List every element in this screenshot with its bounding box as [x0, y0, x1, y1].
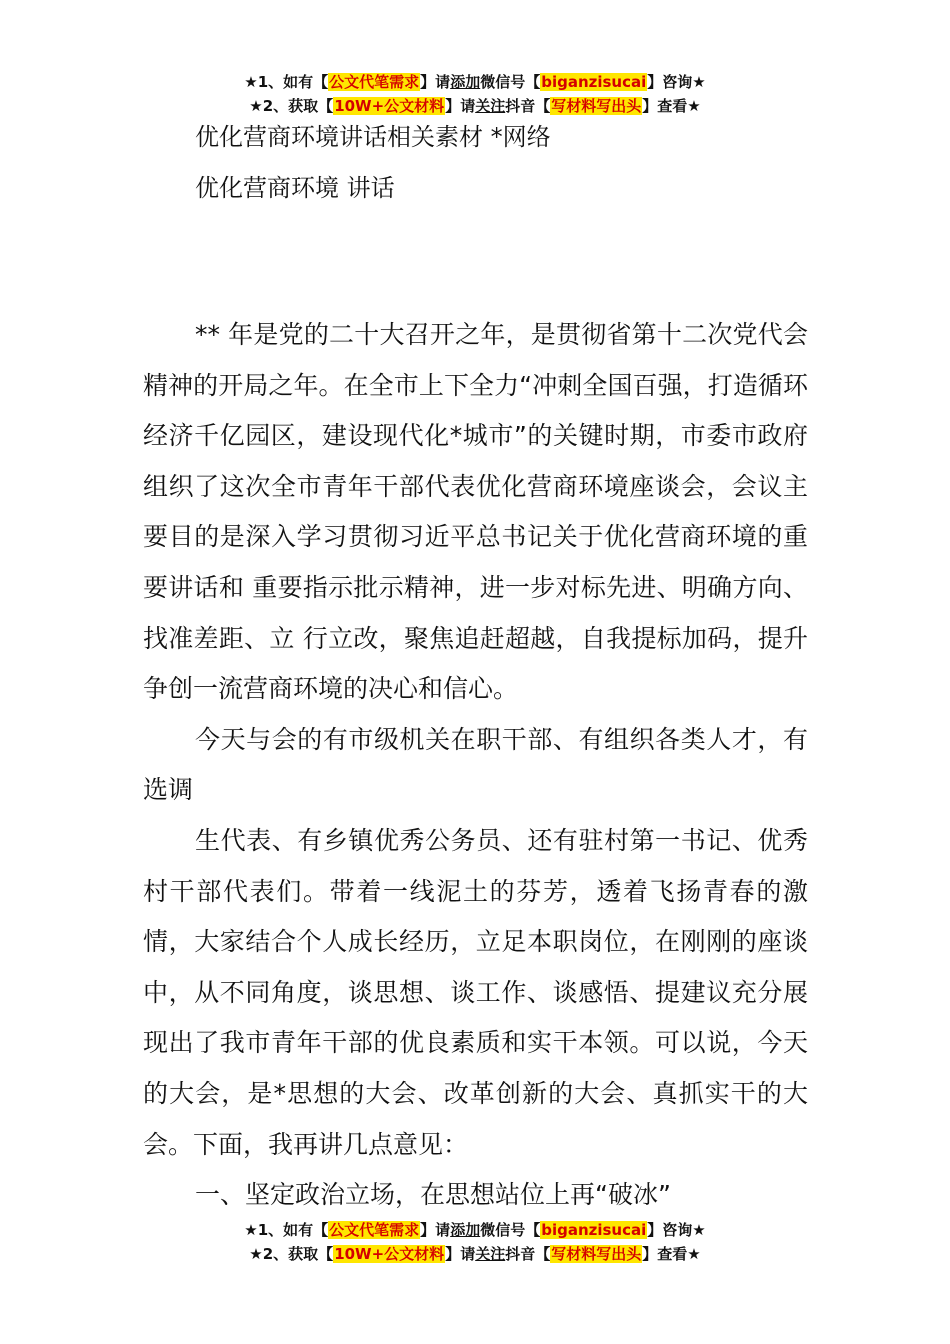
promo-line-1-prefix: ★1、如有【: [244, 73, 329, 91]
paragraph-attendees: 今天与会的有市级机关在职干部、有组织各类人才，有选调: [143, 724, 808, 805]
promo-highlight-materials: 10W+公文材料: [334, 1245, 445, 1263]
promo-highlight-wechat-id: biganzisucai: [541, 1221, 647, 1239]
promo-line-1-mid2: 微信号【: [480, 73, 541, 91]
promo-underlined-follow: 关注: [475, 1245, 506, 1263]
document-subtitle: 优化营商环境 讲话: [195, 174, 395, 202]
paragraph-discussion: 生代表、有乡镇优秀公务员、还有驻村第一书记、优秀村干部代表们。带着一线泥土的芬芳，透着飞扬青春的激情，大家结合个人成长经历，立足本职岗位，在刚刚的座谈中，从不同角度，谈思想、谈工作、谈感悟、提建议充分展现出了我市青年干部的优良素质和实干本领。可以说，今天的大会，是*思想的大会、改革创新的大会、真抓实干的大会。下面，我再讲几点意见：: [143, 825, 808, 1159]
promo-line-2-mid: 】请: [445, 1245, 476, 1263]
promo-line-2-suffix: 】查看★: [642, 1245, 701, 1263]
promo-line-2: [0, 94, 950, 118]
promo-line-2-mid2: 抖音【: [505, 97, 551, 115]
promo-line-1-prefix: ★1、如有【: [244, 1221, 329, 1239]
header-promo-banner: [0, 70, 950, 118]
promo-highlight-douyin: 写材料写出头: [551, 97, 642, 115]
section-heading-1: 一、坚定政治立场，在思想站位上再“破冰”: [195, 1180, 671, 1210]
promo-line-1-mid: 】请: [420, 73, 451, 91]
promo-underlined-follow: 关注: [475, 97, 506, 115]
promo-line-2-prefix: ★2、获取【: [249, 1245, 334, 1263]
promo-highlight-service: 公文代笔需求: [329, 1221, 420, 1239]
promo-line-1: [0, 1218, 950, 1242]
footer-promo-banner: [0, 1218, 950, 1266]
promo-line-1-mid: 】请: [420, 1221, 451, 1239]
promo-line-2-mid2: 抖音【: [505, 1245, 551, 1263]
promo-highlight-materials: 10W+公文材料: [334, 97, 445, 115]
document-body: [143, 310, 808, 1221]
document-title: 优化营商环境讲话相关素材 *网络: [195, 123, 551, 151]
paragraph-intro: ** 年是党的二十大召开之年，是贯彻省第十二次党代会精神的开局之年。在全市上下全力“冲刺全国百强，打造循环经济千亿园区，建设现代化*城市”的关键时期，市委市政府组织了这次全市青年干部代表优化营商环境座谈会，会议主要目的是深入学习贯彻习近平总书记关于优化营商环境的重要讲话和 重要指示批示精神，进一步对标先进、明确方向、找准差距、立 行立改，聚焦追赶超越，自我提标加码，提升争创一流营商环境的决心和信心。: [143, 320, 808, 704]
promo-line-1-suffix: 】咨询★: [647, 1221, 706, 1239]
promo-underlined-add: 添加: [450, 1221, 481, 1239]
promo-line-1-suffix: 】咨询★: [647, 73, 706, 91]
promo-line-2: [0, 1242, 950, 1266]
promo-line-2-suffix: 】查看★: [642, 97, 701, 115]
promo-line-2-mid: 】请: [445, 97, 476, 115]
promo-highlight-service: 公文代笔需求: [329, 73, 420, 91]
promo-line-1: [0, 70, 950, 94]
promo-highlight-wechat-id: biganzisucai: [541, 73, 647, 91]
promo-line-2-prefix: ★2、获取【: [249, 97, 334, 115]
promo-line-1-mid2: 微信号【: [480, 1221, 541, 1239]
promo-underlined-add: 添加: [450, 73, 481, 91]
promo-highlight-douyin: 写材料写出头: [551, 1245, 642, 1263]
